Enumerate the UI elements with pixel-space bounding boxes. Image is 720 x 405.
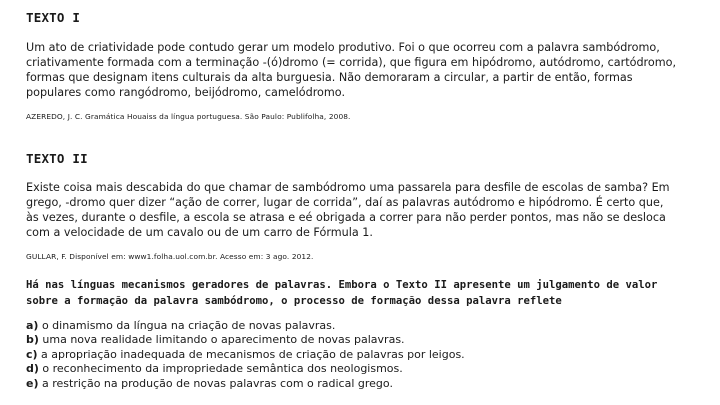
option-letter: c) [26,347,38,361]
texto-2-line: com a velocidade de um cavalo ou de um carro de Fórmula 1. [26,226,373,239]
question-line: Há nas línguas mecanismos geradores de palavras. Embora o Texto II apresente um julgamento de valor [26,279,658,291]
option-text: o dinamismo da língua na criação de novas palavras. [38,319,336,332]
texto-1-line: Um ato de criatividade pode contudo gerar um modelo produtivo. Foi o que ocorreu com a palavra sambódromo, [26,41,660,54]
option-text: a restrição na produção de novas palavras com o radical grego. [38,376,393,390]
option-letter: d) [26,362,39,376]
option-letter: e) [26,376,39,390]
texto-2-source: GULLAR, F. Disponível em: www1.folha.uol.com.br. Acesso em: 3 ago. 2012. [26,252,314,261]
texto-1-line: populares como rangódromo, beijódromo, camelódromo. [26,86,346,99]
texto-2-line: grego, -dromo quer dizer “ação de correr, lugar de corrida”, daí as palavras autódromo e hipódromo. É certo que, [26,196,664,209]
texto-2-paragraph [26,180,698,240]
texto-2-heading: TEXTO II [26,151,88,166]
question-prompt [26,277,706,309]
texto-1-paragraph [26,40,698,100]
option-d[interactable] [26,362,465,376]
option-a[interactable] [26,319,465,333]
question-line: sobre a formação da palavra sambódromo, o processo de formação dessa palavra reflete [26,295,562,307]
texto-1-source: AZEREDO, J. C. Gramática Houaiss da língua portuguesa. São Paulo: Publifolha, 2008. [26,112,351,121]
option-text: a apropriação inadequada de mecanismos de criação de palavras por leigos. [37,347,465,361]
texto-1-heading: TEXTO I [26,10,81,25]
option-letter: b) [26,333,39,347]
option-e[interactable] [26,377,465,391]
option-c[interactable] [26,348,465,362]
texto-2-line: Existe coisa mais descabida do que chamar de sambódromo uma passarela para desfile de escolas de samba? Em [26,181,670,194]
option-text: uma nova realidade limitando o aparecimento de novas palavras. [38,333,405,347]
option-letter: a) [26,319,39,332]
option-b[interactable] [26,333,465,347]
texto-1-line: criativamente formada com a terminação -(ó)dromo (= corrida), que figura em hipódromo, autódromo, cartódromo, [26,56,677,69]
option-text: o reconhecimento da impropriedade semântica dos neologismos. [38,362,403,376]
answer-options [26,319,465,391]
texto-1-line: formas que designam itens culturais da alta burguesia. Não demoraram a circular, a partir de então, formas [26,71,633,84]
texto-2-line: às vezes, durante o desfile, a escola se atrasa e eé obrigada a correr para não perder pontos, mas não se desloca [26,211,666,224]
